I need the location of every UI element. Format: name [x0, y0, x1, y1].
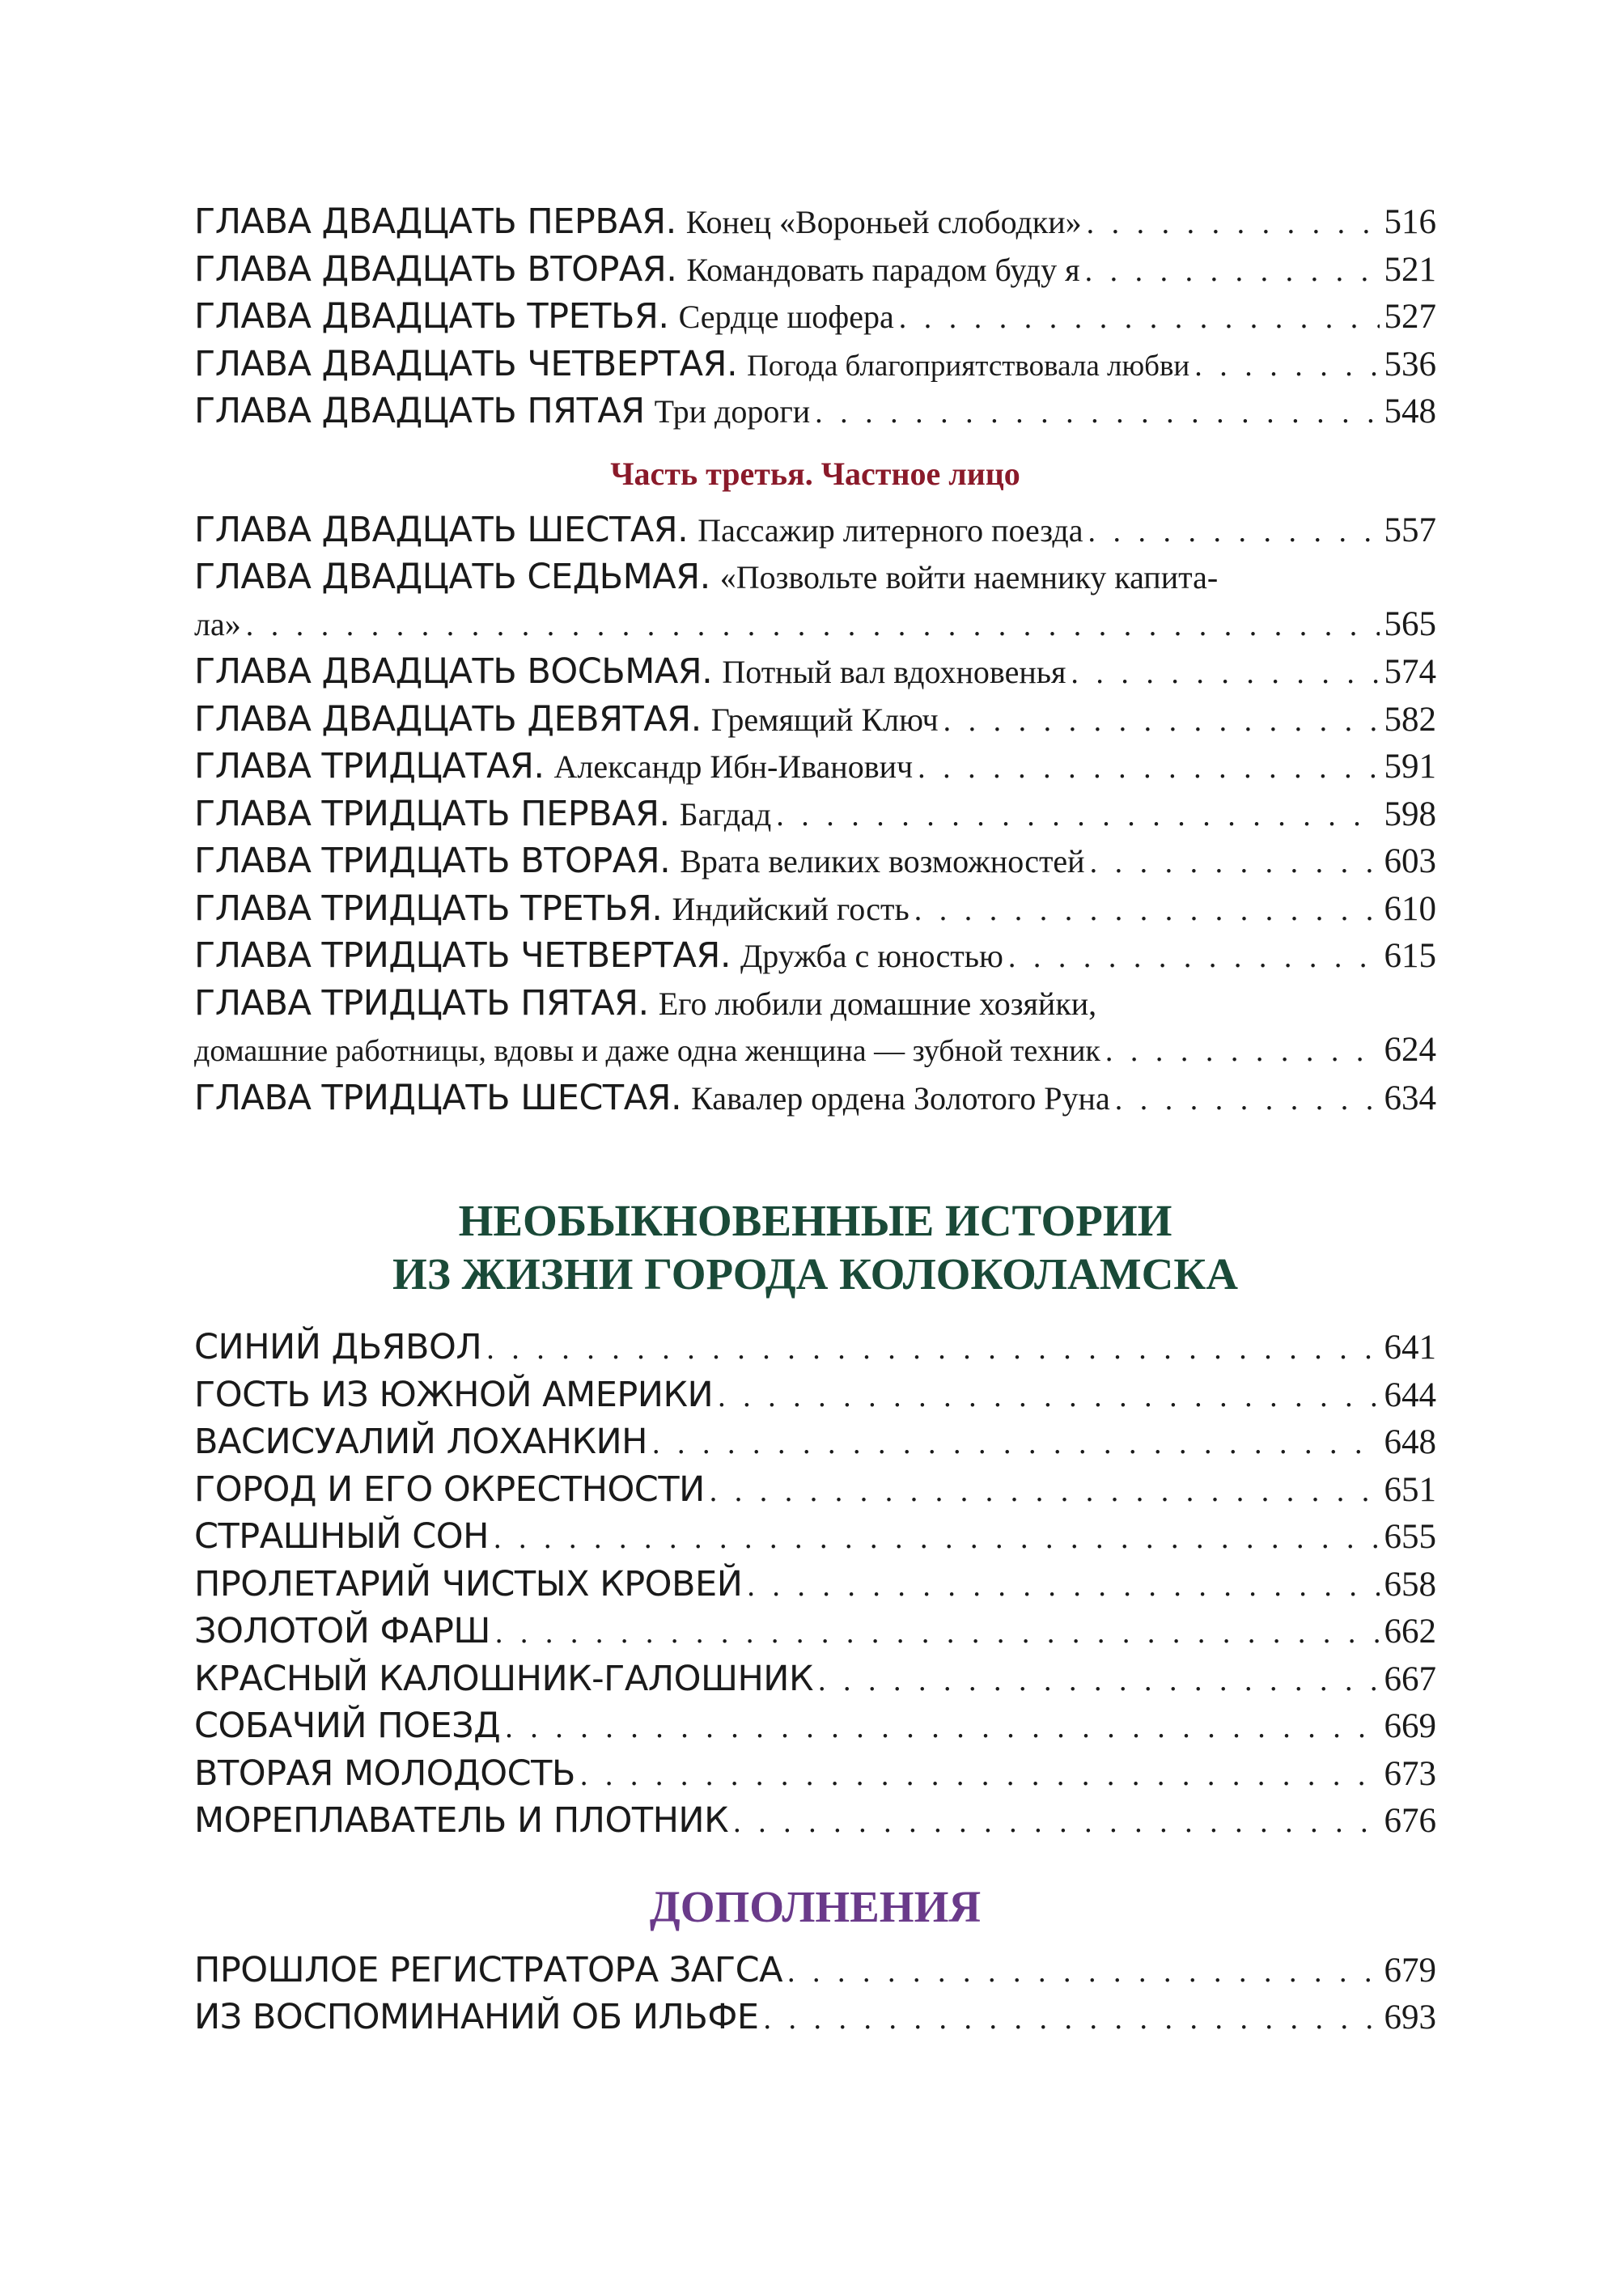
chapter-heading: ГЛАВА ДВАДЦАТЬ СЕДЬМАЯ. [194, 557, 710, 597]
page-number: 624 [1384, 1031, 1436, 1069]
chapter-title: Багдад [679, 795, 772, 833]
story-title: СИНИЙ ДЬЯВОЛ [194, 1327, 482, 1367]
page-number: 693 [1384, 1998, 1436, 2037]
toc-entry[interactable] [194, 885, 1436, 933]
leader-dots [943, 697, 1380, 745]
toc-entry-continuation[interactable] [194, 1027, 1436, 1074]
toc-entry[interactable] [194, 1750, 1436, 1798]
toc-entry[interactable] [194, 790, 1436, 838]
chapter-title: Индийский гость [672, 890, 910, 927]
page-number: 610 [1384, 889, 1436, 928]
table-of-contents [194, 198, 1436, 2041]
chapter-heading: ГЛАВА ТРИДЦАТЬ ВТОРАЯ. [194, 841, 671, 881]
toc-entry[interactable] [194, 1608, 1436, 1655]
story-title: КРАСНЫЙ КАЛОШНИК-ГАЛОШНИК [194, 1658, 813, 1699]
toc-block-supplements [194, 1947, 1436, 2041]
page-number: 591 [1384, 748, 1436, 786]
page-number: 669 [1384, 1707, 1436, 1745]
leader-dots [1090, 839, 1380, 887]
chapter-heading: ГЛАВА ДВАДЦАТЬ ШЕСТАЯ. [194, 509, 689, 550]
toc-entry[interactable] [194, 1371, 1436, 1419]
toc-entry[interactable] [194, 696, 1436, 744]
leader-dots [1115, 1076, 1380, 1124]
chapter-title: домашние работницы, вдовы и даже одна женщина — зубной техник [194, 1034, 1100, 1068]
supplement-title: ИЗ ВОСПОМИНАНИЙ ОБ ИЛЬФЕ [194, 1997, 759, 2037]
toc-entry[interactable] [194, 1797, 1436, 1845]
chapter-title: Александр Ибн-Иванович [553, 748, 914, 785]
page-number: 527 [1384, 298, 1436, 336]
page-number: 536 [1384, 345, 1436, 384]
page-number: 676 [1384, 1802, 1436, 1840]
page-number: 574 [1384, 653, 1436, 691]
chapter-heading: ГЛАВА ТРИДЦАТАЯ. [194, 746, 545, 786]
toc-entry-continuation[interactable] [194, 601, 1436, 649]
leader-dots [1194, 342, 1379, 390]
leader-dots [764, 1995, 1380, 2043]
toc-entry[interactable] [194, 837, 1436, 885]
chapter-heading: ГЛАВА ТРИДЦАТЬ ШЕСТАЯ. [194, 1077, 682, 1118]
chapter-title: «Позвольте войти наемнику капита- [719, 559, 1219, 596]
leader-dots [495, 1609, 1380, 1657]
leader-dots [246, 602, 1380, 650]
page-number: 644 [1384, 1375, 1436, 1414]
section-title-line: НЕОБЫКНОВЕННЫЕ ИСТОРИИ [458, 1196, 1172, 1245]
chapter-title: Сердце шофера [678, 299, 894, 335]
page-number: 603 [1384, 842, 1436, 880]
chapter-heading: ГЛАВА ТРИДЦАТЬ ТРЕТЬЯ. [194, 888, 663, 929]
page-number: 521 [1384, 250, 1436, 289]
story-title: СТРАШНЫЙ СОН [194, 1516, 489, 1557]
chapter-title: Врата великих возможностей [680, 843, 1085, 879]
chapter-title: Три дороги [654, 393, 811, 430]
toc-entry[interactable] [194, 980, 1436, 1028]
toc-entry[interactable] [194, 553, 1436, 601]
page-number: 516 [1384, 203, 1436, 241]
page-number: 679 [1384, 1951, 1436, 1990]
leader-dots [899, 295, 1380, 342]
leader-dots [1105, 1028, 1380, 1075]
toc-entry[interactable] [194, 1324, 1436, 1371]
leader-dots [1088, 508, 1379, 556]
leader-dots [818, 1657, 1380, 1705]
chapter-heading: ГЛАВА ДВАДЦАТЬ ЧЕТВЕРТАЯ. [194, 343, 738, 384]
story-title: ВТОРАЯ МОЛОДОСТЬ [194, 1753, 575, 1794]
leader-dots [580, 1752, 1380, 1799]
page-number: 651 [1384, 1470, 1436, 1509]
chapter-title: Гремящий Ключ [710, 701, 939, 738]
leader-dots [787, 1948, 1379, 1996]
leader-dots [486, 1325, 1379, 1373]
page-number: 634 [1384, 1079, 1436, 1117]
chapter-title: Погода благоприятствовала любви [747, 349, 1190, 383]
page-number: 662 [1384, 1613, 1436, 1651]
story-title: МОРЕПЛАВАТЕЛЬ И ПЛОТНИК [194, 1800, 729, 1841]
toc-block-part2-end [194, 198, 1436, 435]
leader-dots [776, 792, 1379, 840]
leader-dots [1087, 200, 1380, 248]
toc-entry[interactable] [194, 648, 1436, 696]
page-number: 667 [1384, 1659, 1436, 1698]
leader-dots [718, 1373, 1379, 1421]
leader-dots [733, 1799, 1379, 1846]
toc-entry[interactable] [194, 506, 1436, 554]
chapter-title: Дружба с юностью [740, 938, 1003, 974]
page-number: 673 [1384, 1754, 1436, 1793]
toc-entry[interactable] [194, 1561, 1436, 1608]
toc-entry[interactable] [194, 932, 1436, 980]
leader-dots [1085, 248, 1380, 295]
toc-entry[interactable] [194, 1513, 1436, 1561]
chapter-heading: ГЛАВА ДВАДЦАТЬ ДЕВЯТАЯ. [194, 698, 702, 740]
chapter-heading: ГЛАВА ДВАДЦАТЬ ПЕРВАЯ. [194, 201, 676, 242]
toc-entry[interactable] [194, 1074, 1436, 1122]
chapter-heading: ГЛАВА ТРИДЦАТЬ ПЯТАЯ. [194, 982, 649, 1024]
story-title: ГОРОД И ЕГО ОКРЕСТНОСТИ [194, 1469, 705, 1510]
leader-dots [914, 887, 1380, 935]
page-number: 648 [1384, 1423, 1436, 1461]
chapter-heading: ГЛАВА ДВАДЦАТЬ ВОСЬМАЯ. [194, 651, 713, 692]
story-title: ГОСТЬ ИЗ ЮЖНОЙ АМЕРИКИ [194, 1374, 714, 1415]
chapter-title: Конец «Вороньей слободки» [685, 204, 1082, 240]
toc-entry[interactable] [194, 341, 1436, 388]
page-number: 565 [1384, 604, 1436, 643]
leader-dots [652, 1420, 1380, 1468]
toc-entry[interactable] [194, 246, 1436, 294]
toc-entry[interactable] [194, 1418, 1436, 1466]
leader-dots [505, 1704, 1379, 1752]
page-number: 655 [1384, 1518, 1436, 1556]
supplement-title: ПРОШЛОЕ РЕГИСТРАТОРА ЗАГСА [194, 1949, 783, 1990]
story-title: СОБАЧИЙ ПОЕЗД [194, 1706, 501, 1746]
page-number: 557 [1384, 511, 1436, 549]
toc-entry[interactable] [194, 1994, 1436, 2041]
section-title [194, 1194, 1436, 1301]
toc-entry[interactable] [194, 1655, 1436, 1703]
story-title: ЗОЛОТОЙ ФАРШ [194, 1611, 490, 1651]
toc-entry[interactable] [194, 1702, 1436, 1750]
story-title: ВАСИСУАЛИЙ ЛОХАНКИН [194, 1422, 647, 1462]
leader-dots [815, 389, 1379, 437]
page-number: 641 [1384, 1329, 1436, 1367]
toc-entry[interactable] [194, 388, 1436, 435]
section-title: ДОПОЛНЕНИЯ [649, 1881, 982, 1931]
part-title: Часть третья. Частное лицо [610, 455, 1020, 492]
toc-entry[interactable] [194, 743, 1436, 790]
chapter-title: Командовать парадом буду я [686, 251, 1080, 288]
toc-entry[interactable] [194, 1947, 1436, 1994]
chapter-heading: ГЛАВА ТРИДЦАТЬ ЧЕТВЕРТАЯ. [194, 935, 731, 976]
page-number: 582 [1384, 700, 1436, 739]
page-number: 615 [1384, 937, 1436, 975]
toc-block-part3 [194, 506, 1436, 1122]
leader-dots [747, 1562, 1379, 1610]
page-number: 548 [1384, 392, 1436, 430]
section-title-line: ИЗ ЖИЗНИ ГОРОДА КОЛОКОЛАМСКА [392, 1249, 1238, 1299]
chapter-heading: ГЛАВА ТРИДЦАТЬ ПЕРВАЯ. [194, 793, 670, 834]
toc-entry[interactable] [194, 198, 1436, 246]
leader-dots [1071, 650, 1379, 697]
chapter-title: Пассажир литерного поезда [698, 511, 1083, 549]
page-number: 658 [1384, 1565, 1436, 1604]
chapter-title: ла» [194, 605, 241, 642]
chapter-title: Потный вал вдохновенья [722, 654, 1066, 690]
chapter-heading: ГЛАВА ДВАДЦАТЬ ТРЕТЬЯ. [194, 296, 669, 337]
chapter-title: Его любили домашние хозяйки, [658, 985, 1097, 1022]
leader-dots [710, 1468, 1380, 1515]
toc-block-stories [194, 1324, 1436, 1845]
chapter-heading: ГЛАВА ДВАДЦАТЬ ВТОРАЯ. [194, 248, 677, 290]
chapter-title: Кавалер ордена Золотого Руна [691, 1079, 1110, 1117]
chapter-heading: ГЛАВА ДВАДЦАТЬ ПЯТАЯ [194, 391, 645, 431]
leader-dots [1008, 934, 1380, 981]
story-title: ПРОЛЕТАРИЙ ЧИСТЫХ КРОВЕЙ [194, 1563, 743, 1604]
leader-dots [494, 1515, 1380, 1562]
leader-dots [918, 744, 1379, 792]
page-number: 598 [1384, 795, 1436, 833]
toc-entry[interactable] [194, 293, 1436, 341]
toc-entry[interactable] [194, 1466, 1436, 1514]
